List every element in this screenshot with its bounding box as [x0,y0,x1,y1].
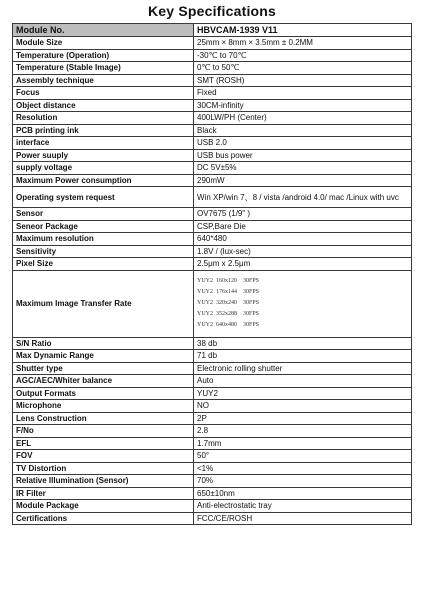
spec-value: OV7675 (1/9" ) [194,208,412,221]
spec-label: IR Filter [13,487,194,500]
table-row [13,49,412,62]
spec-value: 640*480 [194,233,412,246]
table-row [13,350,412,363]
spec-value: 650±10nm [194,487,412,500]
table-row [13,400,412,413]
spec-label: Certifications [13,512,194,525]
spec-label: Operating system request [13,187,194,208]
table-row [13,220,412,233]
spec-label: Lens Construction [13,412,194,425]
table-row [13,450,412,463]
spec-value: Anti-electrostatic tray [194,500,412,513]
spec-label: EFL [13,437,194,450]
spec-value: DC 5V±5% [194,162,412,175]
table-row [13,37,412,50]
table-row [13,124,412,137]
spec-label: Object distance [13,99,194,112]
spec-value: 70% [194,475,412,488]
spec-value: 400LW/PH (Center) [194,112,412,125]
spec-value: YUY2 [194,387,412,400]
table-row [13,74,412,87]
spec-label: F/No [13,425,194,438]
table-row [13,87,412,100]
spec-value: NO [194,400,412,413]
spec-label: Output Formats [13,387,194,400]
spec-value: Win XP/win 7、8 / vista /android 4.0/ mac /Linux with uvc [194,187,412,208]
spec-value: CSP,Bare Die [194,220,412,233]
table-row [13,137,412,150]
spec-label: Power suuply [13,149,194,162]
spec-value: -30℃ to 70℃ [194,49,412,62]
table-row [13,500,412,513]
spec-label: interface [13,137,194,150]
spec-label: TV Distortion [13,462,194,475]
spec-label: FOV [13,450,194,463]
table-row [13,475,412,488]
table-row [13,270,412,337]
spec-value: FCC/CE/ROSH [194,512,412,525]
table-row [13,337,412,350]
table-row [13,162,412,175]
spec-value: 50° [194,450,412,463]
table-row [13,245,412,258]
spec-value: 2.5μm x 2.5μm [194,258,412,271]
spec-value: USB bus power [194,149,412,162]
table-header-row [13,24,412,37]
spec-label: Maximum Image Transfer Rate [13,270,194,337]
spec-label: Seneor Package [13,220,194,233]
table-row [13,412,412,425]
table-row [13,208,412,221]
transfer-rate-item: YUY2 160x120 30FPS [197,278,260,284]
spec-label: S/N Ratio [13,337,194,350]
table-row [13,112,412,125]
table-row [13,233,412,246]
spec-label: PCB printing ink [13,124,194,137]
table-row [13,362,412,375]
spec-value: Electronic rolling shutter [194,362,412,375]
spec-value: SMT (ROSH) [194,74,412,87]
table-row [13,462,412,475]
spec-value: 290mW [194,174,412,187]
spec-label: supply voltage [13,162,194,175]
spec-label: Microphone [13,400,194,413]
spec-table [12,23,412,525]
table-row [13,387,412,400]
spec-label: Sensor [13,208,194,221]
table-row [13,487,412,500]
table-row [13,375,412,388]
transfer-rate-item: YUY2 352x288 30FPS [197,311,260,317]
spec-value: 2P [194,412,412,425]
table-row [13,62,412,75]
spec-value: 38 db [194,337,412,350]
spec-label: Maximum resolution [13,233,194,246]
spec-label: Relative Illumination (Sensor) [13,475,194,488]
table-row [13,512,412,525]
spec-value: 1.8V / (lux-sec) [194,245,412,258]
spec-label: Max Dynamic Range [13,350,194,363]
table-row [13,99,412,112]
spec-value: 1.7mm [194,437,412,450]
spec-label: Module Size [13,37,194,50]
spec-label: Module Package [13,500,194,513]
spec-value: Black [194,124,412,137]
spec-label: Pixel Size [13,258,194,271]
transfer-rate-list [194,270,412,337]
spec-value: 30CM-infinity [194,99,412,112]
table-row [13,437,412,450]
spec-label: Sensitivity [13,245,194,258]
table-row [13,149,412,162]
spec-value: USB 2.0 [194,137,412,150]
table-row [13,187,412,208]
table-row [13,425,412,438]
spec-label: AGC/AEC/Whiter balance [13,375,194,388]
spec-label: Shutter type [13,362,194,375]
spec-label: Resolution [13,112,194,125]
table-row [13,258,412,271]
spec-value: 2.8 [194,425,412,438]
spec-value: <1% [194,462,412,475]
page-title: Key Specifications [147,3,277,19]
spec-label: Maximum Power consumption [13,174,194,187]
spec-label: Module No. [13,24,194,37]
transfer-rate-item: YUY2 176x144 30FPS [197,289,260,295]
spec-value: Fixed [194,87,412,100]
spec-value: 71 db [194,350,412,363]
spec-value: HBVCAM-1939 V11 [194,24,412,37]
spec-label: Temperature (Operation) [13,49,194,62]
spec-value: 25mm × 8mm × 3.5mm ± 0.2MM [194,37,412,50]
spec-label: Assembly technique [13,74,194,87]
spec-value: 0℃ to 50℃ [194,62,412,75]
transfer-rate-item: YUY2 320x240 30FPS [197,300,260,306]
spec-label: Temperature (Stable Image) [13,62,194,75]
table-row [13,174,412,187]
spec-label: Focus [13,87,194,100]
transfer-rate-item: YUY2 640x480 30FPS [197,322,260,328]
spec-value: Auto [194,375,412,388]
